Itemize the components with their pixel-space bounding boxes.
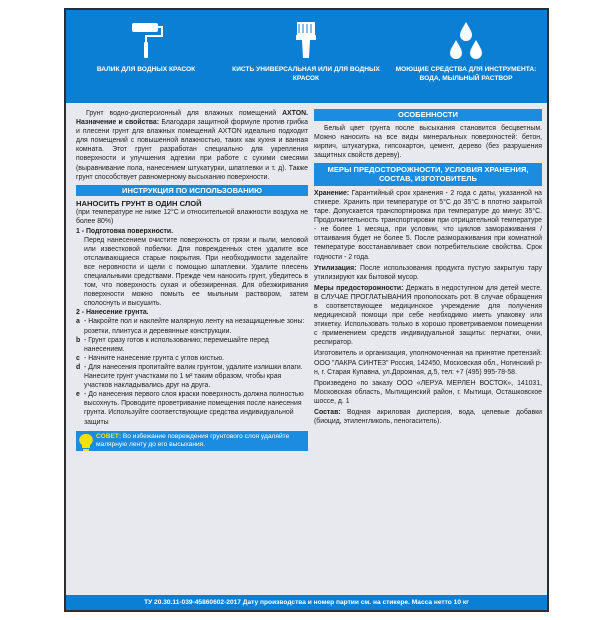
icon-cell-drops — [386, 10, 546, 103]
apply-title: НАНОСИТЬ ГРУНТ В ОДИН СЛОЙ — [76, 199, 202, 209]
storage-text: Хранение: Гарантийный срок хранения - 2 года с даты, указанной на стикере. Хранить при температуре от 5°С до 35°С в плотно закрытой таре. Допускается транспортировка при температуре до минус 35°С. Продолжительность транспортировки при отрицательной температуре - не более 1 месяца, при условии, что циклов замораживания / оттаивания будет не более 5. После размораживания при комнатной температуре восстанавливает свои потребительские свойства. Срок годности - 2 года. — [314, 189, 542, 261]
intro-paragraph: Грунт водно-дисперсионный для влажных помещений AXTON. Назначение и свойства: Благодаря защитной формуле против грибка и плесени грунт для влажных помещений AXTON идеально подходит для помещений с повышенной влажностью, таких как кухня и ванная комната. Этот грунт разработан специально для укрепления поверхности и улучшения адгезии при работе с сухими смесями (выравнивание пола, нанесением штукатурки, шпатлевки и т. д). Также грунт способствует равномерному высыханию поверхности. — [76, 110, 309, 181]
right-column — [314, 109, 542, 426]
brand-name: AXTON. Назначение и свойства: — [76, 110, 308, 127]
features-heading: ОСОБЕННОСТИ — [314, 109, 542, 121]
safety-text: Меры предосторожности: Держать в недоступном для детей месте. В СЛУЧАЕ ПРОГЛАТЫВАНИЯ прополоскать рот. В случае обращения в соответствующее медицинское учреждение для получения медицинской помощи при себе необходимо иметь упаковку или этикетку. Использовать только в хорошо проветриваемом помещении с применением средств индивидуальной защиты: перчатки, очки, респиратор. — [314, 284, 542, 347]
step1-title: 1 - Подготовка поверхности. — [76, 227, 174, 235]
left-column — [76, 109, 308, 451]
instruction-heading: ИНСТРУКЦИЯ ПО ИСПОЛЬЗОВАНИЮ — [76, 185, 308, 197]
step2-item-c: c - Начните нанесение грунта с углов кистью. — [76, 354, 225, 362]
disposal-text: Утилизация: После использования продукта пустую закрытую тару утилизируют как бытовой мусор. — [314, 264, 542, 281]
icon-cell-brush — [226, 10, 386, 103]
step2-item-e: e - До нанесения первого слоя краски поверхность должна полностью высохнуть. Проводите проветривание помещения после нанесения грунта. Используйте соответствующие средства индивидуальной защиты — [76, 391, 304, 426]
roller-caption: ВАЛИК ДЛЯ ВОДНЫХ КРАСОК — [96, 66, 196, 73]
step2-item-a: a - Накройте пол и наклейте малярную ленту на незащищенные зоны: розетки, плинтуса и деревянные конструкции. — [76, 318, 305, 335]
step2-title: 2 - Нанесение грунта. — [76, 309, 149, 317]
footer-bar: ТУ 20.30.11-039-45860602-2017 Дату производства и номер партии см. на стикере. Масса нетто 10 кг — [66, 595, 547, 610]
tip-label: СОВЕТ: — [96, 432, 122, 440]
step2-item-d: d - Для нанесения пропитайте валик грунтом, удалите излишки влаги. Нанесите грунт участками по 1 м² таким образом, чтобы края участков накладывались друг на друга. — [76, 363, 303, 390]
roller-icon — [126, 20, 166, 60]
tip-text: Во избежание повреждения грунтового слоя удаляйте малярную ленту до его высыхания. — [96, 432, 290, 448]
product-label — [64, 8, 549, 612]
water-drops-icon — [446, 20, 486, 60]
step1-text: Перед нанесением очистите поверхность от грязи и пыли, меловой или известковой побелки. Для поврежденных стен удалите все отслаивающиеся старые покрытия. При необходимости заделайте все неровности и щели с помощью шпатлевки. Удалите плесень специальными средствами. Прежде чем наносить грунт, убедитесь в том, что поверхность сухая и обезжиренная. Для обезжиривания поверхности можно помыть ее мыльным раствором, затем сполоснуть и высушить. — [84, 236, 308, 308]
icon-cell-roller — [66, 10, 226, 103]
icon-band — [66, 10, 547, 103]
lightbulb-icon — [78, 433, 94, 453]
composition-text: Состав: Водная акриловая дисперсия, вода, целевые добавки (биоцид, этиленгликоль, пеногаситель). — [314, 409, 542, 426]
tip-box — [76, 431, 308, 452]
features-text: Белый цвет грунта после высыхания становится бесцветным. Можно наносить на все виды минеральных поверхностей: бетон, кирпич, штукатурка, гипсокартон, цемент, дерево (без разрушения защитных свойств дереву). — [314, 124, 542, 159]
step2-item-b: b - Грунт сразу готов к использованию; перемешайте перед нанесением. — [76, 336, 269, 353]
brush-caption: КИСТЬ УНИВЕРСАЛЬНАЯ ИЛИ ДЛЯ ВОДНЫХ КРАСОК — [232, 66, 380, 82]
order-text: Произведено по заказу ООО «ЛЕРУА МЕРЛЕН ВОСТОК», 141031, Московская область, Мытищинский район, г. Мытищи, Осташковское шоссе, д. 1 — [314, 379, 542, 405]
drops-caption: МОЮЩИЕ СРЕДСТВА ДЛЯ ИНСТРУМЕНТА: ВОДА, МЫЛЬНЫЙ РАСТВОР — [395, 66, 537, 82]
brush-icon — [286, 20, 326, 60]
precautions-heading: МЕРЫ ПРЕДОСТОРОЖНОСТИ, УСЛОВИЯ ХРАНЕНИЯ, СОСТАВ, ИЗГОТОВИТЕЛЬ — [314, 163, 542, 186]
apply-conditions: (при температуре не ниже 12°С и относительной влажности воздуха не более 80%) — [76, 209, 308, 226]
manufacturer-text: Изготовитель и организация, уполномоченная на принятие претензий: ООО "ЛАКРА СИНТЕЗ" Россия, 142450, Московская обл., Ногинский р-н, г. Старая Купавна, ул.Дорожная, д.5, тел: +7 (495) 995-78-58. — [314, 350, 542, 376]
